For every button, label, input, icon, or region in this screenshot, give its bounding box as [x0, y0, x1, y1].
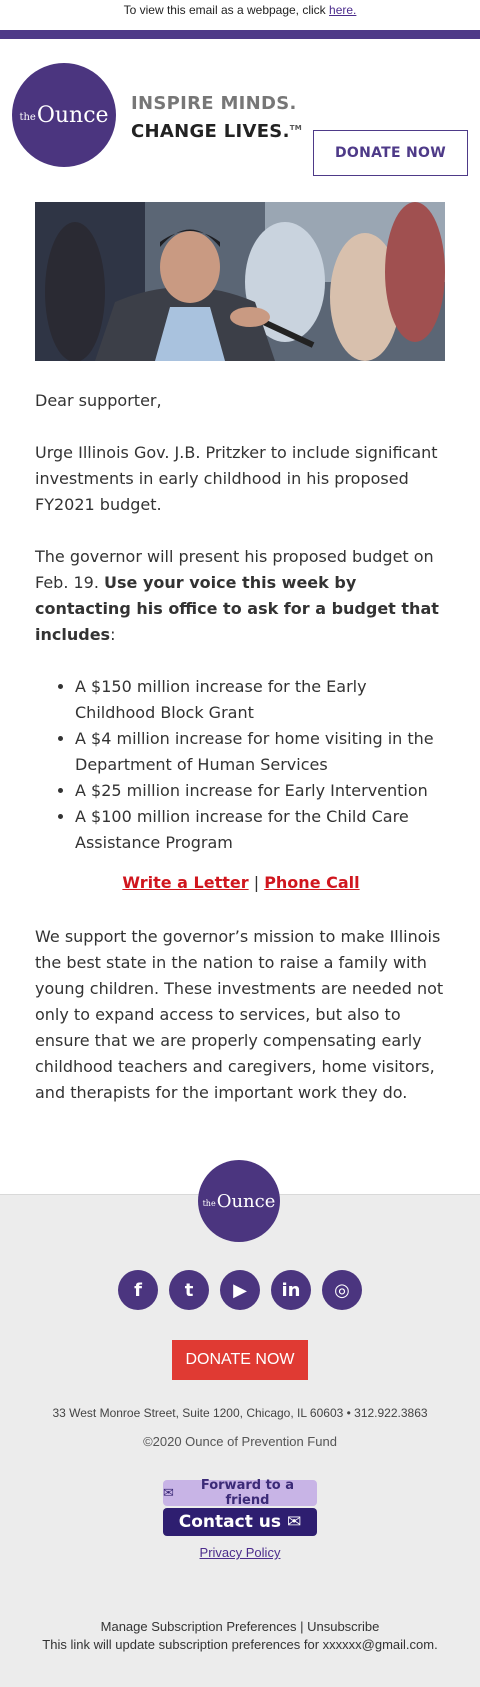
envelope-icon: ✉ — [163, 1485, 174, 1501]
phone-call-link[interactable]: Phone Call — [264, 873, 360, 892]
write-letter-link[interactable]: Write a Letter — [122, 873, 249, 892]
privacy-row — [0, 1545, 480, 1560]
logo-name: Ounce — [36, 102, 109, 128]
contact-us-button[interactable] — [163, 1508, 317, 1536]
closing-paragraph: We support the governor’s mission to make Illinois the best state in the nation to raise a family with young children. These investments are needed not only to expand access to services, but also to ensure that we are properly compensating early childhood teachers and caregivers, home visitors, and therapists for the important work they do. — [35, 927, 444, 1102]
forward-label: Forward to a friend — [200, 1478, 295, 1508]
preheader — [0, 0, 480, 30]
call-to-action-bold: Use your voice this week by contacting his office to ask for a budget that includes — [35, 573, 439, 644]
view-webpage-link[interactable]: here. — [329, 3, 357, 17]
tagline — [131, 92, 302, 144]
ounce-logo[interactable] — [12, 63, 116, 167]
action-links — [35, 870, 447, 896]
greeting: Dear supporter, — [35, 391, 162, 410]
contact-label: Contact us — [178, 1512, 281, 1532]
twitter-icon[interactable]: t — [169, 1270, 209, 1310]
privacy-policy-link[interactable]: Privacy Policy — [199, 1545, 281, 1560]
youtube-icon[interactable]: ▶ — [220, 1270, 260, 1310]
footer-logo-name: Ounce — [216, 1190, 276, 1212]
manage-preferences-link[interactable]: Manage Subscription Preferences — [100, 1619, 297, 1634]
instagram-icon[interactable]: ◎ — [322, 1270, 362, 1310]
copyright: ©2020 Ounce of Prevention Fund — [143, 1434, 337, 1449]
header-donate-button[interactable]: DONATE NOW — [313, 130, 468, 176]
list-item: • A $100 million increase for the Child Care Assistance Program — [75, 804, 447, 856]
facebook-icon[interactable]: f — [118, 1270, 158, 1310]
email-header — [0, 39, 480, 199]
unsubscribe-link[interactable]: Unsubscribe — [307, 1619, 380, 1634]
footer-logo[interactable] — [198, 1160, 280, 1242]
budget-paragraph: The governor will present his proposed budget on Feb. 19. Use your voice this week by contacting his office to ask for a budget that includes: — [35, 547, 439, 644]
budget-list — [75, 674, 447, 856]
subscription-links — [0, 1618, 480, 1654]
list-item: • A $4 million increase for home visiting in the Department of Human Services — [75, 726, 447, 778]
email-footer — [0, 1190, 480, 1687]
hero-photo-illustration — [35, 202, 445, 361]
mail-icon: ✉ — [286, 1512, 302, 1532]
top-accent-bar — [0, 30, 480, 39]
social-links — [118, 1270, 362, 1310]
mailing-address: 33 West Monroe Street, Suite 1200, Chicago, IL 60603 • 312.922.3863 — [52, 1406, 428, 1420]
preheader-text: To view this email as a webpage, click — [123, 3, 330, 17]
link-separator: | — [248, 873, 265, 892]
hero-photo — [35, 202, 445, 361]
update-note: This link will update subscription preferences for xxxxxx@gmail.com. — [42, 1637, 438, 1652]
footer-donate-button[interactable]: DONATE NOW — [172, 1340, 308, 1380]
intro-paragraph: Urge Illinois Gov. J.B. Pritzker to include significant investments in early childhood in his proposed FY2021 budget. — [35, 443, 438, 514]
logo-the: the — [19, 111, 36, 123]
email-body — [35, 388, 447, 1132]
linkedin-icon[interactable]: in — [271, 1270, 311, 1310]
footer-logo-the: the — [202, 1198, 216, 1208]
forward-to-friend-button[interactable] — [163, 1480, 317, 1506]
manage-row: Manage Subscription Preferences | Unsubscribe — [100, 1619, 380, 1634]
list-item: • A $150 million increase for the Early Childhood Block Grant — [75, 674, 447, 726]
trademark: TM — [289, 124, 303, 132]
list-item: • A $25 million increase for Early Intervention — [75, 778, 447, 804]
tagline-line2: CHANGE LIVES.™ — [131, 121, 303, 142]
tagline-line1: INSPIRE MINDS. — [131, 93, 297, 114]
